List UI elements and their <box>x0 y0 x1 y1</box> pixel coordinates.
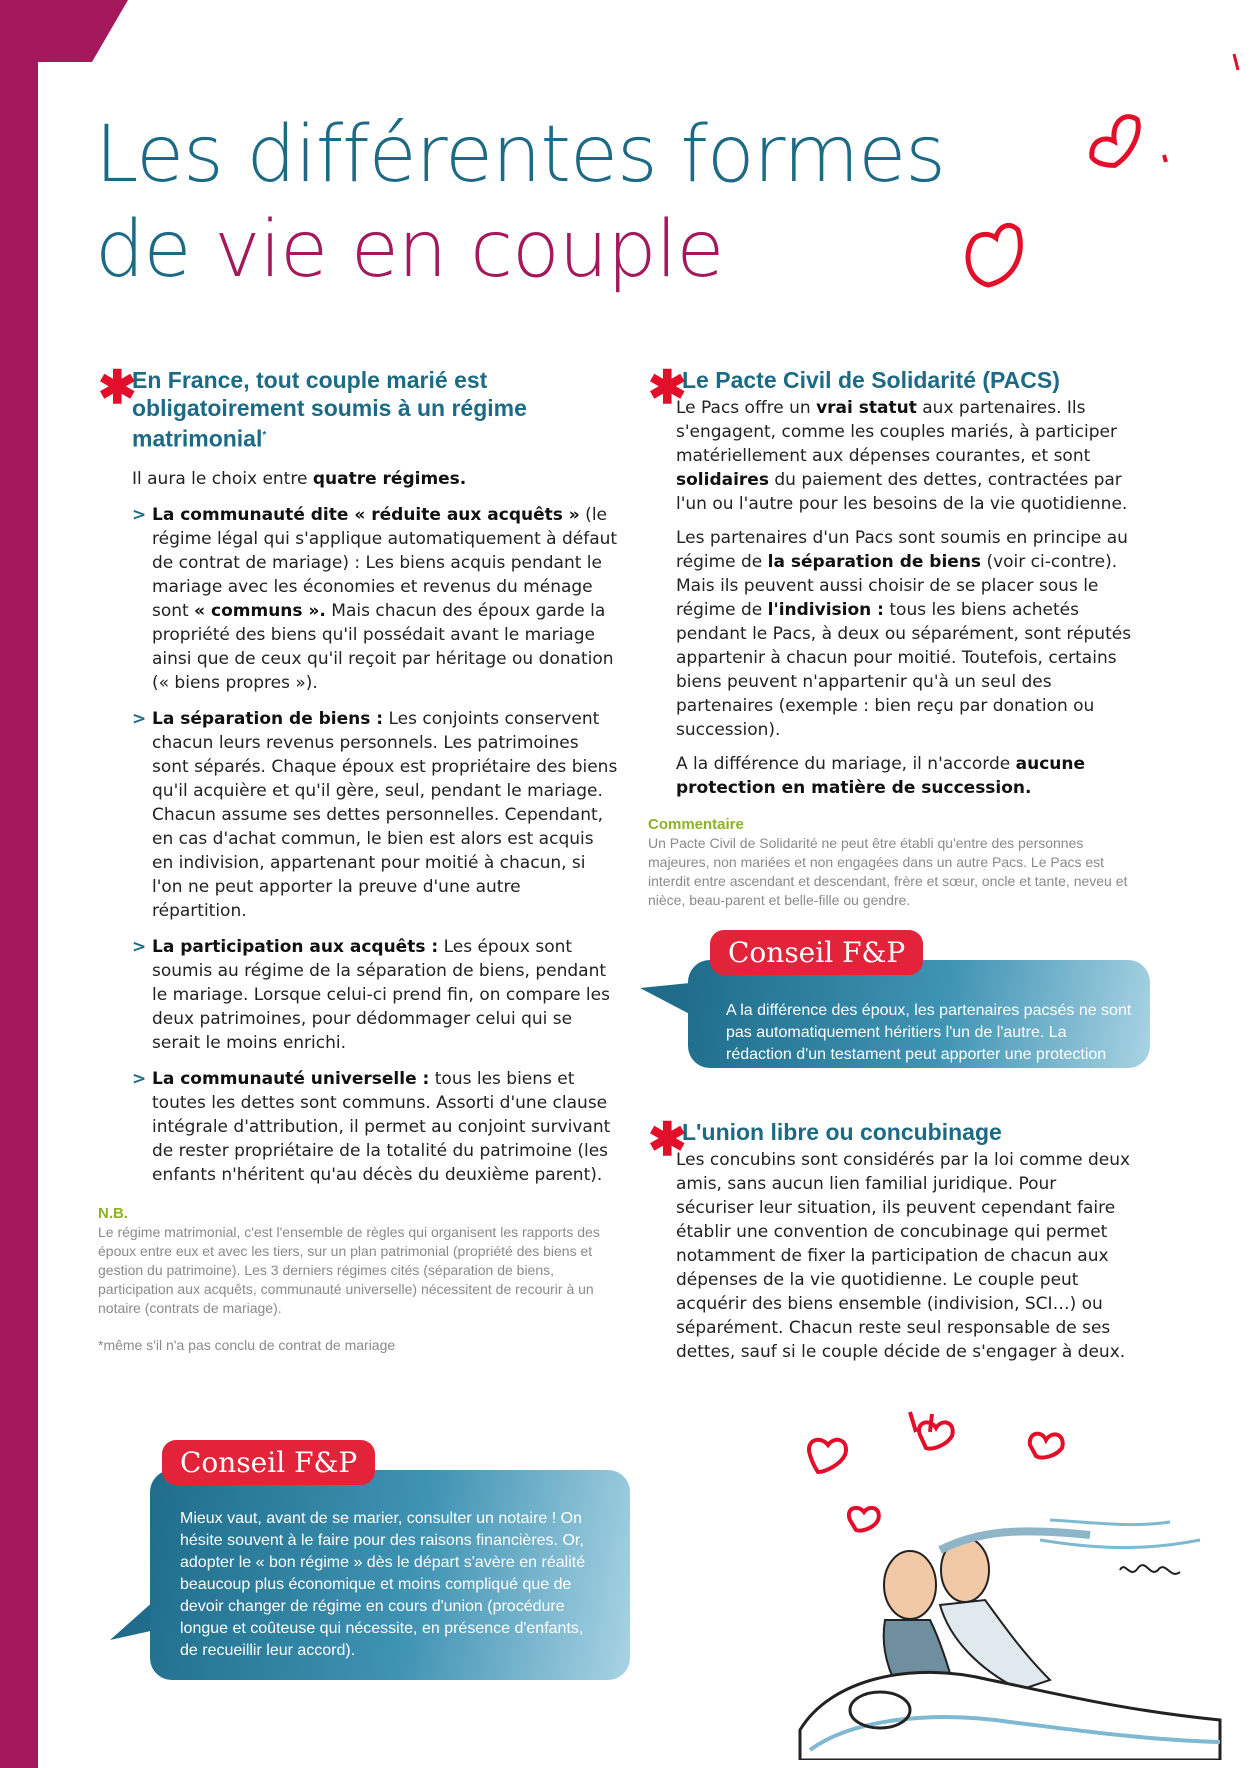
heart-icon <box>958 210 1038 300</box>
union-heading <box>648 1113 1138 1165</box>
side-bar <box>0 0 38 1768</box>
marriage-heading <box>98 361 618 453</box>
bullet-text: tous les biens et toutes les dettes sont communs. Assorti d'une clause intégrale d'attribution, il permet au conjoint survivant de rester propriétaire de la totalité du patrimoine (les enfants n'héritent qu'au décès du deuxième parent). <box>152 1068 611 1185</box>
marriage-heading-text: En France, tout couple marié est obligatoirement soumis à un régime matrimonial <box>132 367 527 452</box>
text: du paiement des dettes, contractées par l'un ou l'autre pour les besoins de la vie quotidienne. <box>676 470 1128 514</box>
bold-text: solidaires <box>676 470 769 490</box>
pacs-paragraph-2 <box>648 526 1138 742</box>
comment-note <box>648 816 1138 910</box>
right-column <box>648 361 1138 910</box>
bullet-title: La communauté dite « réduite aux acquêts » <box>152 504 580 525</box>
title-line-2-accent: vie en couple <box>214 205 724 295</box>
text: A la différence du mariage, il n'accorde <box>676 754 1016 774</box>
text: aux partenaires. Ils s'engagent, comme les couples mariés, à participer matériellement aux dépenses courantes, et sont <box>676 398 1117 466</box>
text: tous les biens achetés pendant le Pacs, à deux ou séparément, sont réputés appartenir à chacun pour moitié. Toutefois, certains biens peuvent n'appartenir qu'à un seul des partenaires (exemple : bien reçu par donation ou succession). <box>676 600 1132 740</box>
conseil-label: Conseil F&P <box>162 1440 375 1485</box>
intro-text: Il aura le choix entre <box>132 468 313 489</box>
pacs-paragraph-1 <box>648 396 1138 516</box>
list-item <box>98 707 618 923</box>
footnote: *même s'il n'a pas conclu de contrat de mariage <box>98 1336 396 1353</box>
list-item <box>98 503 618 695</box>
pacs-heading-text: Le Pacte Civil de Solidarité (PACS) <box>682 367 1060 393</box>
union-heading-text: L'union libre ou concubinage <box>682 1119 1002 1145</box>
conseil-box-left <box>110 1440 630 1680</box>
left-column <box>98 361 618 1355</box>
text: Les partenaires d'un Pacs sont soumis en principe au régime de <box>676 528 1128 572</box>
bullet-bold-2: « communs ». <box>194 600 326 621</box>
bold-text: aucune protection en matière de succession. <box>676 754 1086 798</box>
top-flag-shape <box>0 0 140 70</box>
intro-bold: quatre régimes. <box>312 468 467 489</box>
asterisk-icon: ✱ <box>98 361 137 413</box>
bullet-arrow: > <box>132 708 147 729</box>
bold-text: vrai statut <box>816 398 917 418</box>
pacs-paragraph-3 <box>648 752 1138 800</box>
text: Le Pacs offre un <box>676 398 817 418</box>
nb-note <box>98 1205 618 1355</box>
conseil-text: Mieux vaut, avant de se marier, consulter un notaire ! On hésite souvent à le faire pour des raisons financières. Or, adopter le « bon régime » dès le départ s'avère en réalité beaucoup plus économique et moins compliqué que de devoir changer de régime en cours d'union (procédure longue et coûteuse qui nécessite, en présence d'enfants, de recueillir leur accord). <box>180 1510 586 1659</box>
bullet-title: La communauté universelle : <box>152 1068 430 1089</box>
comment-text: Un Pacte Civil de Solidarité ne peut être établi qu'entre des personnes majeures, non mariées et non engagées dans un autre Pacs. Le Pacs est interdit entre ascendant et descendant, frère et sœur, oncle et tante, neveu et nièce, beau-parent et belle-fille ou gendre. <box>648 835 1128 908</box>
asterisk-icon: ✱ <box>648 1113 687 1165</box>
bold-text: l'indivision : <box>767 600 884 620</box>
page-title <box>95 108 1015 298</box>
bullet-arrow: > <box>132 936 147 957</box>
conseil-box-right <box>640 930 1150 1085</box>
list-item <box>98 935 618 1055</box>
bullet-text: (le régime légal qui s'applique automatiquement à défaut de contrat de mariage) : Les biens acquis pendant le mariage avec les économies et revenus du ménage sont <box>152 504 618 621</box>
couple-car-illustration <box>790 1410 1230 1760</box>
nb-text: Le régime matrimonial, c'est l'ensemble de règles qui organisent les rapports des époux entre eux et avec les tiers, sur un plan patrimonial (propriété des biens et gestion du patrimoine). Les 3 derniers régimes cités (séparation de biens, participation aux acquêts, communauté universelle) nécessitent de recourir à un notaire (contrats de mariage). <box>98 1223 600 1316</box>
conseil-label: Conseil F&P <box>710 930 923 975</box>
bullet-text: Les conjoints conservent chacun leurs revenus personnels. Les patrimoines sont séparés. Chaque époux est propriétaire des biens qu'il acquière et qu'il gère, seul, pendant le mariage. Chacun assume ses dettes personnelles. Cependant, en cas d'achat commun, le bien est alors est acquis en indivision, appartenant pour moitié à chacun, si l'on ne peut apporter la preuve d'une autre répartition. <box>152 708 618 921</box>
bullet-text-2: Mais chacun des époux garde la propriété des biens qu'il possédait avant le mariage ainsi que de ceux qu'il reçoit par héritage ou donation (« biens propres »). <box>152 600 614 693</box>
bullet-text: Les époux sont soumis au régime de la séparation de biens, pendant le mariage. Lorsque celui-ci prend fin, on compare les deux patrimoines, pour dédommager celui qui se serait le moins enrichi. <box>152 936 610 1053</box>
union-section <box>648 1113 1138 1364</box>
title-line-1: Les différentes formes <box>95 110 945 200</box>
bullet-arrow: > <box>132 504 147 525</box>
title-line-2 <box>95 203 1015 298</box>
hearts-top-icon <box>1082 100 1172 180</box>
bold-text: la séparation de biens <box>767 552 982 572</box>
list-item <box>98 1067 618 1187</box>
heading-footnote-mark: * <box>262 430 267 441</box>
union-paragraph: Les concubins sont considérés par la loi comme deux amis, sans aucun lien familial juridique. Pour sécuriser leur situation, ils peuvent cependant faire établir une convention de concubinage qui permet notamment de fixer la participation de chacun aux dépenses de la vie quotidienne. Le couple peut acquérir des biens ensemble (indivision, SCI…) ou séparément. Chacun reste seul responsable de ses dettes, sauf si le couple décide de s'engager à deux. <box>676 1150 1131 1362</box>
bullet-title: La participation aux acquêts : <box>152 936 439 957</box>
tick-mark-icon <box>1230 52 1244 74</box>
asterisk-icon: ✱ <box>648 361 687 413</box>
nb-label: N.B. <box>98 1204 128 1222</box>
comment-label: Commentaire <box>648 816 744 833</box>
conseil-text: A la différence des époux, les partenaires pacsés ne sont pas automatiquement héritiers l'un de l'autre. La rédaction d'un testament peut apporter une protection supplémentaire. <box>726 1002 1132 1085</box>
marriage-intro <box>98 467 618 491</box>
text: (voir ci-contre). Mais ils peuvent aussi choisir de se placer sous le régime de <box>676 552 1118 620</box>
bullet-arrow: > <box>132 1068 147 1089</box>
bullet-title: La séparation de biens : <box>152 708 384 729</box>
title-line-2-start: de <box>95 205 215 295</box>
